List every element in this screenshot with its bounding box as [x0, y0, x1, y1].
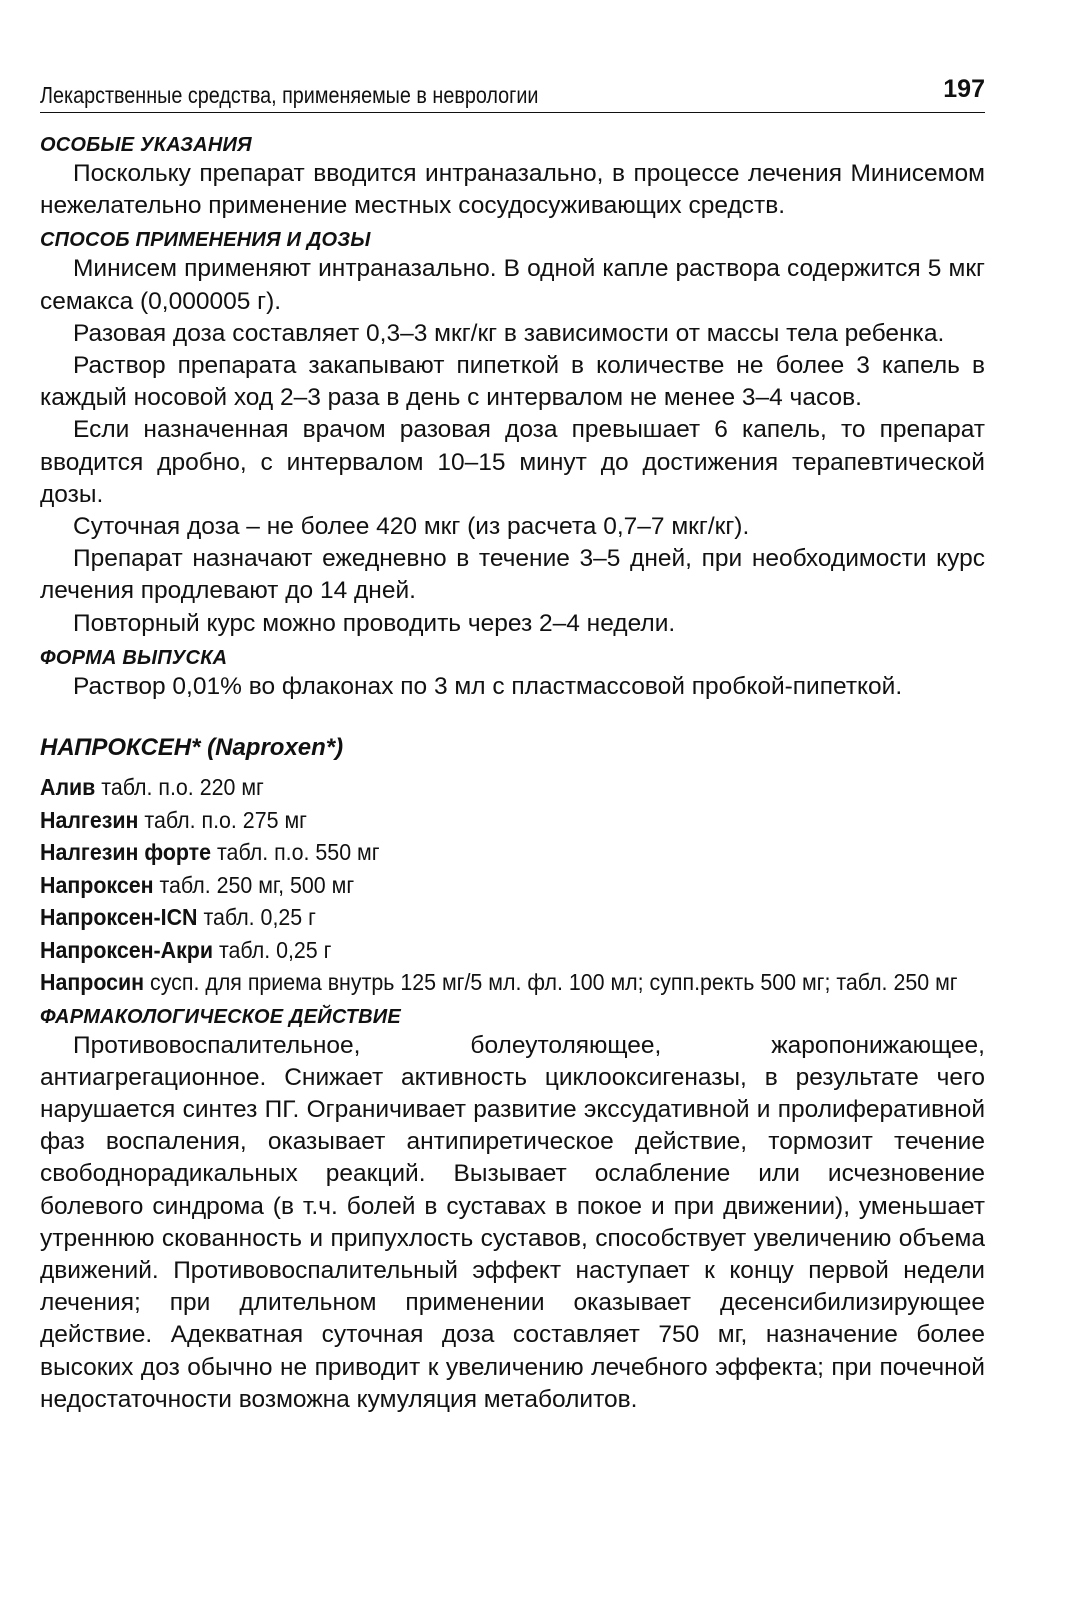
trade-name: Напроксен [40, 871, 154, 898]
trade-name-detail: табл. п.о. 220 мг [95, 774, 264, 801]
paragraph: Минисем применяют интраназально. В одной капле раствора содержится 5 мкг семакса (0,000005 г). [40, 255, 985, 315]
paragraph: Повторный курс можно проводить через 2–4 недели. [73, 609, 676, 637]
paragraph: Раствор препарата закапывают пипеткой в количестве не более 3 капель в каждый носовой ход 2–3 раза в день с интервалом не менее 3–4 часов. [40, 352, 985, 412]
section-dosage [40, 227, 985, 639]
trade-name-list [40, 771, 985, 999]
paragraph: Поскольку препарат вводится интраназально, в процессе лечения Минисемом нежелательно применение местных сосудосуживающих средств. [40, 160, 985, 220]
section-heading: ФАРМАКОЛОГИЧЕСКОЕ ДЕЙСТВИЕ [40, 1005, 401, 1028]
section-heading: СПОСОБ ПРИМЕНЕНИЯ И ДОЗЫ [40, 229, 371, 252]
drug-entry [40, 733, 985, 1416]
trade-name-detail: табл. 0,25 г [197, 904, 316, 931]
trade-name-row [40, 966, 985, 999]
trade-name-row [40, 934, 919, 967]
trade-name-detail: табл. 0,25 г [213, 936, 332, 963]
trade-name: Напроксен-ICN [40, 904, 198, 931]
trade-name-row [40, 836, 919, 869]
trade-name-row [40, 901, 919, 934]
trade-name-detail: табл. 250 мг, 500 мг [153, 871, 355, 898]
paragraph: Разовая доза составляет 0,3–3 мкг/кг в зависимости от массы тела ребенка. [73, 319, 945, 347]
paragraph: Если назначенная врачом разовая доза превышает 6 капель, то препарат вводится дробно, с интервалом 10–15 минут до достижения терапевтической дозы. [40, 416, 985, 508]
running-header [40, 58, 985, 113]
trade-name: Напроксен-Акри [40, 936, 214, 963]
trade-name-row [40, 869, 919, 902]
trade-name-detail: табл. п.о. 275 мг [138, 806, 307, 833]
trade-name: Налгезин [40, 806, 139, 833]
section-heading: ФОРМА ВЫПУСКА [40, 646, 228, 669]
drug-title: НАПРОКСЕН* (Naproxen*) [40, 734, 344, 762]
paragraph: Препарат назначают ежедневно в течение 3–5 дней, при необходимости курс лечения продлевают до 14 дней. [40, 545, 985, 605]
trade-name-detail: сусп. для приема внутрь 125 мг/5 мл. фл. 100 мл; супп.ректь 500 мг; табл. 250 мг [144, 969, 958, 996]
trade-name: Напросин [40, 969, 145, 996]
section-heading: ОСОБЫЕ УКАЗАНИЯ [40, 134, 252, 156]
paragraph: Раствор 0,01% во флаконах по 3 мл с пластмассовой пробкой-пипеткой. [73, 672, 903, 700]
paragraph: Противовоспалительное, болеутоляющее, жаропонижающее, антиагрегационное. Снижает активность циклооксигеназы, в результате чего нарушается синтез ПГ. Ограничивает развитие экссудативной и пролиферативной фаз воспаления, оказывает антипиретическое действие, тормозит течение свободнорадикальных реакций. Вызывает ослабление или исчезновение болевого синдрома (в т.ч. болей в суставах в покое и при движении), уменьшает утреннюю скованность и припухлость суставов, способствует увеличению объема движений. Противовоспалительный эффект наступает к концу первой недели лечения; при длительном применении оказывает десенсибилизирующее действие. Адекватная суточная доза составляет 750 мг, назначение более высоких доз обычно не приводит к увеличению лечебного эффекта; при почечной недостаточности возможна кумуляция метаболитов. [40, 1031, 985, 1413]
trade-name-row [40, 804, 919, 837]
page-number: 197 [943, 75, 985, 103]
paragraph: Суточная доза – не более 420 мкг (из расчета 0,7–7 мкг/кг). [73, 513, 750, 541]
trade-name-detail: табл. п.о. 550 мг [211, 839, 380, 866]
trade-name-row [40, 771, 919, 804]
trade-name: Налгезин форте [40, 839, 212, 866]
section-special-instructions [40, 132, 985, 222]
trade-name: Алив [40, 774, 96, 801]
running-title: Лекарственные средства, применяемые в неврологии [40, 82, 539, 108]
book-page [40, 58, 985, 1416]
section-form [40, 645, 985, 703]
